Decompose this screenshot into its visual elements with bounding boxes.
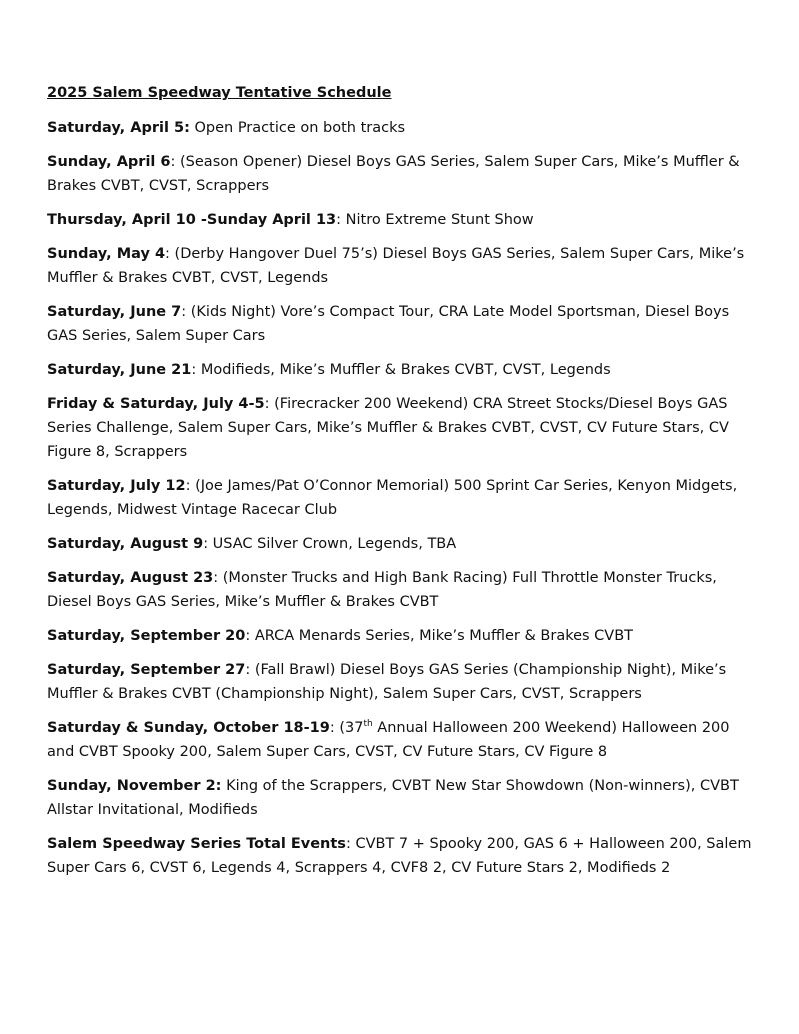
entry-date: Saturday, September 20 — [47, 628, 246, 644]
entry-details: Annual Halloween 200 Weekend) Halloween 200 and CVBT Spooky 200, Salem Super Cars, CVST, CV Future Stars, CV Figure 8 — [47, 720, 730, 760]
schedule-entry-june-7 — [47, 300, 759, 348]
entry-date: Saturday & Sunday, October 18-19 — [47, 720, 330, 736]
schedule-entry-october-18-19 — [47, 716, 759, 764]
entry-date: Sunday, May 4 — [47, 246, 166, 262]
entry-details: : (Monster Trucks and High Bank Racing) Full Throttle Monster Trucks, Diesel Boys GAS Series, Mike’s Muffler & Brakes CVBT — [47, 570, 717, 610]
entry-details: : (Joe James/Pat O’Connor Memorial) 500 Sprint Car Series, Kenyon Midgets, Legends, Midwest Vintage Racecar Club — [47, 478, 738, 518]
schedule-entry-april-5 — [47, 116, 759, 140]
totals-label: Salem Speedway Series Total Events — [47, 836, 346, 852]
schedule-entry-august-23 — [47, 566, 759, 614]
series-total-events — [47, 832, 759, 880]
page-title: 2025 Salem Speedway Tentative Schedule — [47, 85, 392, 101]
entry-details: : (Kids Night) Vore’s Compact Tour, CRA Late Model Sportsman, Diesel Boys GAS Series, Salem Super Cars — [47, 304, 730, 344]
ordinal-suffix: th — [363, 719, 373, 730]
entry-details: : (Season Opener) Diesel Boys GAS Series, Salem Super Cars, Mike’s Muffler & Brakes CVBT, CVST, Scrappers — [47, 154, 740, 194]
entry-date: Saturday, April 5: — [47, 120, 190, 136]
entry-date: Thursday, April 10 -Sunday April 13 — [47, 212, 337, 228]
schedule-entry-september-20 — [47, 624, 759, 648]
entry-details: : (Derby Hangover Duel 75’s) Diesel Boys GAS Series, Salem Super Cars, Mike’s Muffler & Brakes CVBT, CVST, Legends — [47, 246, 745, 286]
entry-date: Saturday, August 9 — [47, 536, 204, 552]
schedule-entry-november-2 — [47, 774, 759, 822]
schedule-entry-july-4-5 — [47, 392, 759, 464]
entry-details: : (Firecracker 200 Weekend) CRA Street Stocks/Diesel Boys GAS Series Challenge, Salem Super Cars, Mike’s Muffler & Brakes CVBT, CVST, CV Future Stars, CV Figure 8, Scrappers — [47, 396, 729, 460]
entry-details: : Modifieds, Mike’s Muffler & Brakes CVBT, CVST, Legends — [191, 362, 611, 378]
entry-details: : USAC Silver Crown, Legends, TBA — [203, 536, 457, 552]
entry-date: Sunday, November 2: — [47, 778, 222, 794]
entry-date: Saturday, July 12 — [47, 478, 186, 494]
schedule-entry-july-12 — [47, 474, 759, 522]
entry-details-prefix: : (37 — [329, 720, 364, 736]
entry-date: Saturday, June 21 — [47, 362, 192, 378]
schedule-entry-september-27 — [47, 658, 759, 706]
entry-details: Open Practice on both tracks — [189, 120, 406, 136]
entry-details: : ARCA Menards Series, Mike’s Muffler & Brakes CVBT — [245, 628, 634, 644]
entry-date: Saturday, June 7 — [47, 304, 182, 320]
entry-details: : (Fall Brawl) Diesel Boys GAS Series (Championship Night), Mike’s Muffler & Brakes CVBT (Championship Night), Salem Super Cars, CVST, Scrappers — [47, 662, 727, 702]
schedule-entry-april-6 — [47, 150, 759, 198]
entry-date: Sunday, April 6 — [47, 154, 171, 170]
schedule-entry-august-9 — [47, 532, 759, 556]
totals-details: : CVBT 7 + Spooky 200, GAS 6 + Halloween 200, Salem Super Cars 6, CVST 6, Legends 4, Scrappers 4, CVF8 2, CV Future Stars 2, Modifieds 2 — [47, 836, 752, 876]
schedule-entry-may-4 — [47, 242, 759, 290]
entry-date: Saturday, September 27 — [47, 662, 246, 678]
schedule-document — [47, 82, 759, 890]
schedule-entry-june-21 — [47, 358, 759, 382]
entry-details: King of the Scrappers, CVBT New Star Showdown (Non-winners), CVBT Allstar Invitational, Modifieds — [47, 778, 739, 818]
entry-date: Friday & Saturday, July 4-5 — [47, 396, 265, 412]
schedule-entry-april-10-13 — [47, 208, 759, 232]
entry-details: : Nitro Extreme Stunt Show — [336, 212, 534, 228]
entry-date: Saturday, August 23 — [47, 570, 214, 586]
